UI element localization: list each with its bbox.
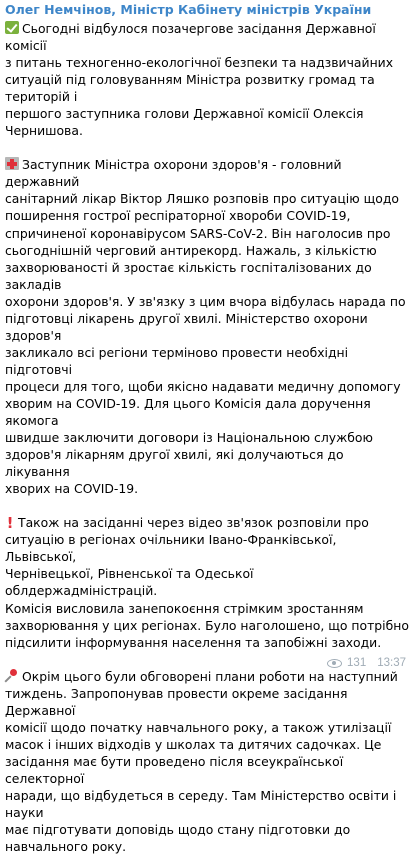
view-count: 131 <box>347 657 367 669</box>
message-paragraph <box>5 20 409 139</box>
paragraph-text: Окрім цього були обговорені плани роботи на наступний тиждень. Запропонував провести окреме засідання Державної комісії щодо початку навчального року, а також утилізації масок і інших відходів у школах та дитячих садочках. Це засідання має бути проведено після всеукраїнської селекторної наради, що відбудеться в середу. Там Міністерство освіти і науки має підготувати доповідь щодо стану підготовки до навчального року. <box>5 668 398 855</box>
message-paragraph <box>5 514 409 650</box>
pushpin-icon <box>5 669 19 682</box>
paragraph-text: Заступник Міністра охорони здоров'я - головний державний санітарний лікар Віктор Ляшко розповів про ситуацію щодо поширення гострої респіраторної хвороби COVID-19, спричиненої коронавірусом SARS-CoV-2. Він наголосив про сьогоднішній черговий антирекорд. Нажаль, з кількістю захворюваності й зростає кількість госпіталізованих до закладів охорони здоров'я. У зв'язку з цим вчора відбулась нарада по підготовці лікарень другої хвилі. Міністерство охорони здоров'я закликало всі регіони терміново провести необхідні підготовчі процеси для того, щоби якісно надавати медичну допомогу хворим на COVID-19. Для цього Комісія дала доручення якомога швидше заключити договори із Національною службою здоров'я лікарням другої хвилі, які долучаються до лікування хворих на COVID-19. <box>5 157 406 497</box>
eye-icon <box>327 659 342 668</box>
exclamation-icon: ! <box>6 514 14 533</box>
message-time: 13:37 <box>377 657 406 669</box>
check-mark-icon <box>5 21 19 34</box>
paragraph-text: Також на засіданні через відео зв'язок розповіли про ситуацію в регіонах очільники Івано-Франківської, Львівської, Чернівецької, Рівненської та Одеської облдержадміністрацій. Комісія висловила занепокоєння стрімким зростанням захворювання у цих регіонах. Було наголошено, що потрібно підсилити інформування населення та запобіжні заходи. <box>5 515 409 650</box>
message-paragraph <box>5 668 409 855</box>
message-paragraph <box>5 156 409 497</box>
paragraph-text: Сьогодні відбулося позачергове засідання Державної комісії з питань техногенно-екологічної безпеки та надзвичайних ситуацій під головуванням Міністра розвитку громад та територій і першого заступника голови Державної комісії Олексія Чернишова. <box>5 21 394 139</box>
hospital-icon <box>5 157 19 170</box>
author-name[interactable]: Олег Немчінов, Міністр Кабінету міністрів України <box>5 2 372 17</box>
message-meta <box>327 657 406 669</box>
